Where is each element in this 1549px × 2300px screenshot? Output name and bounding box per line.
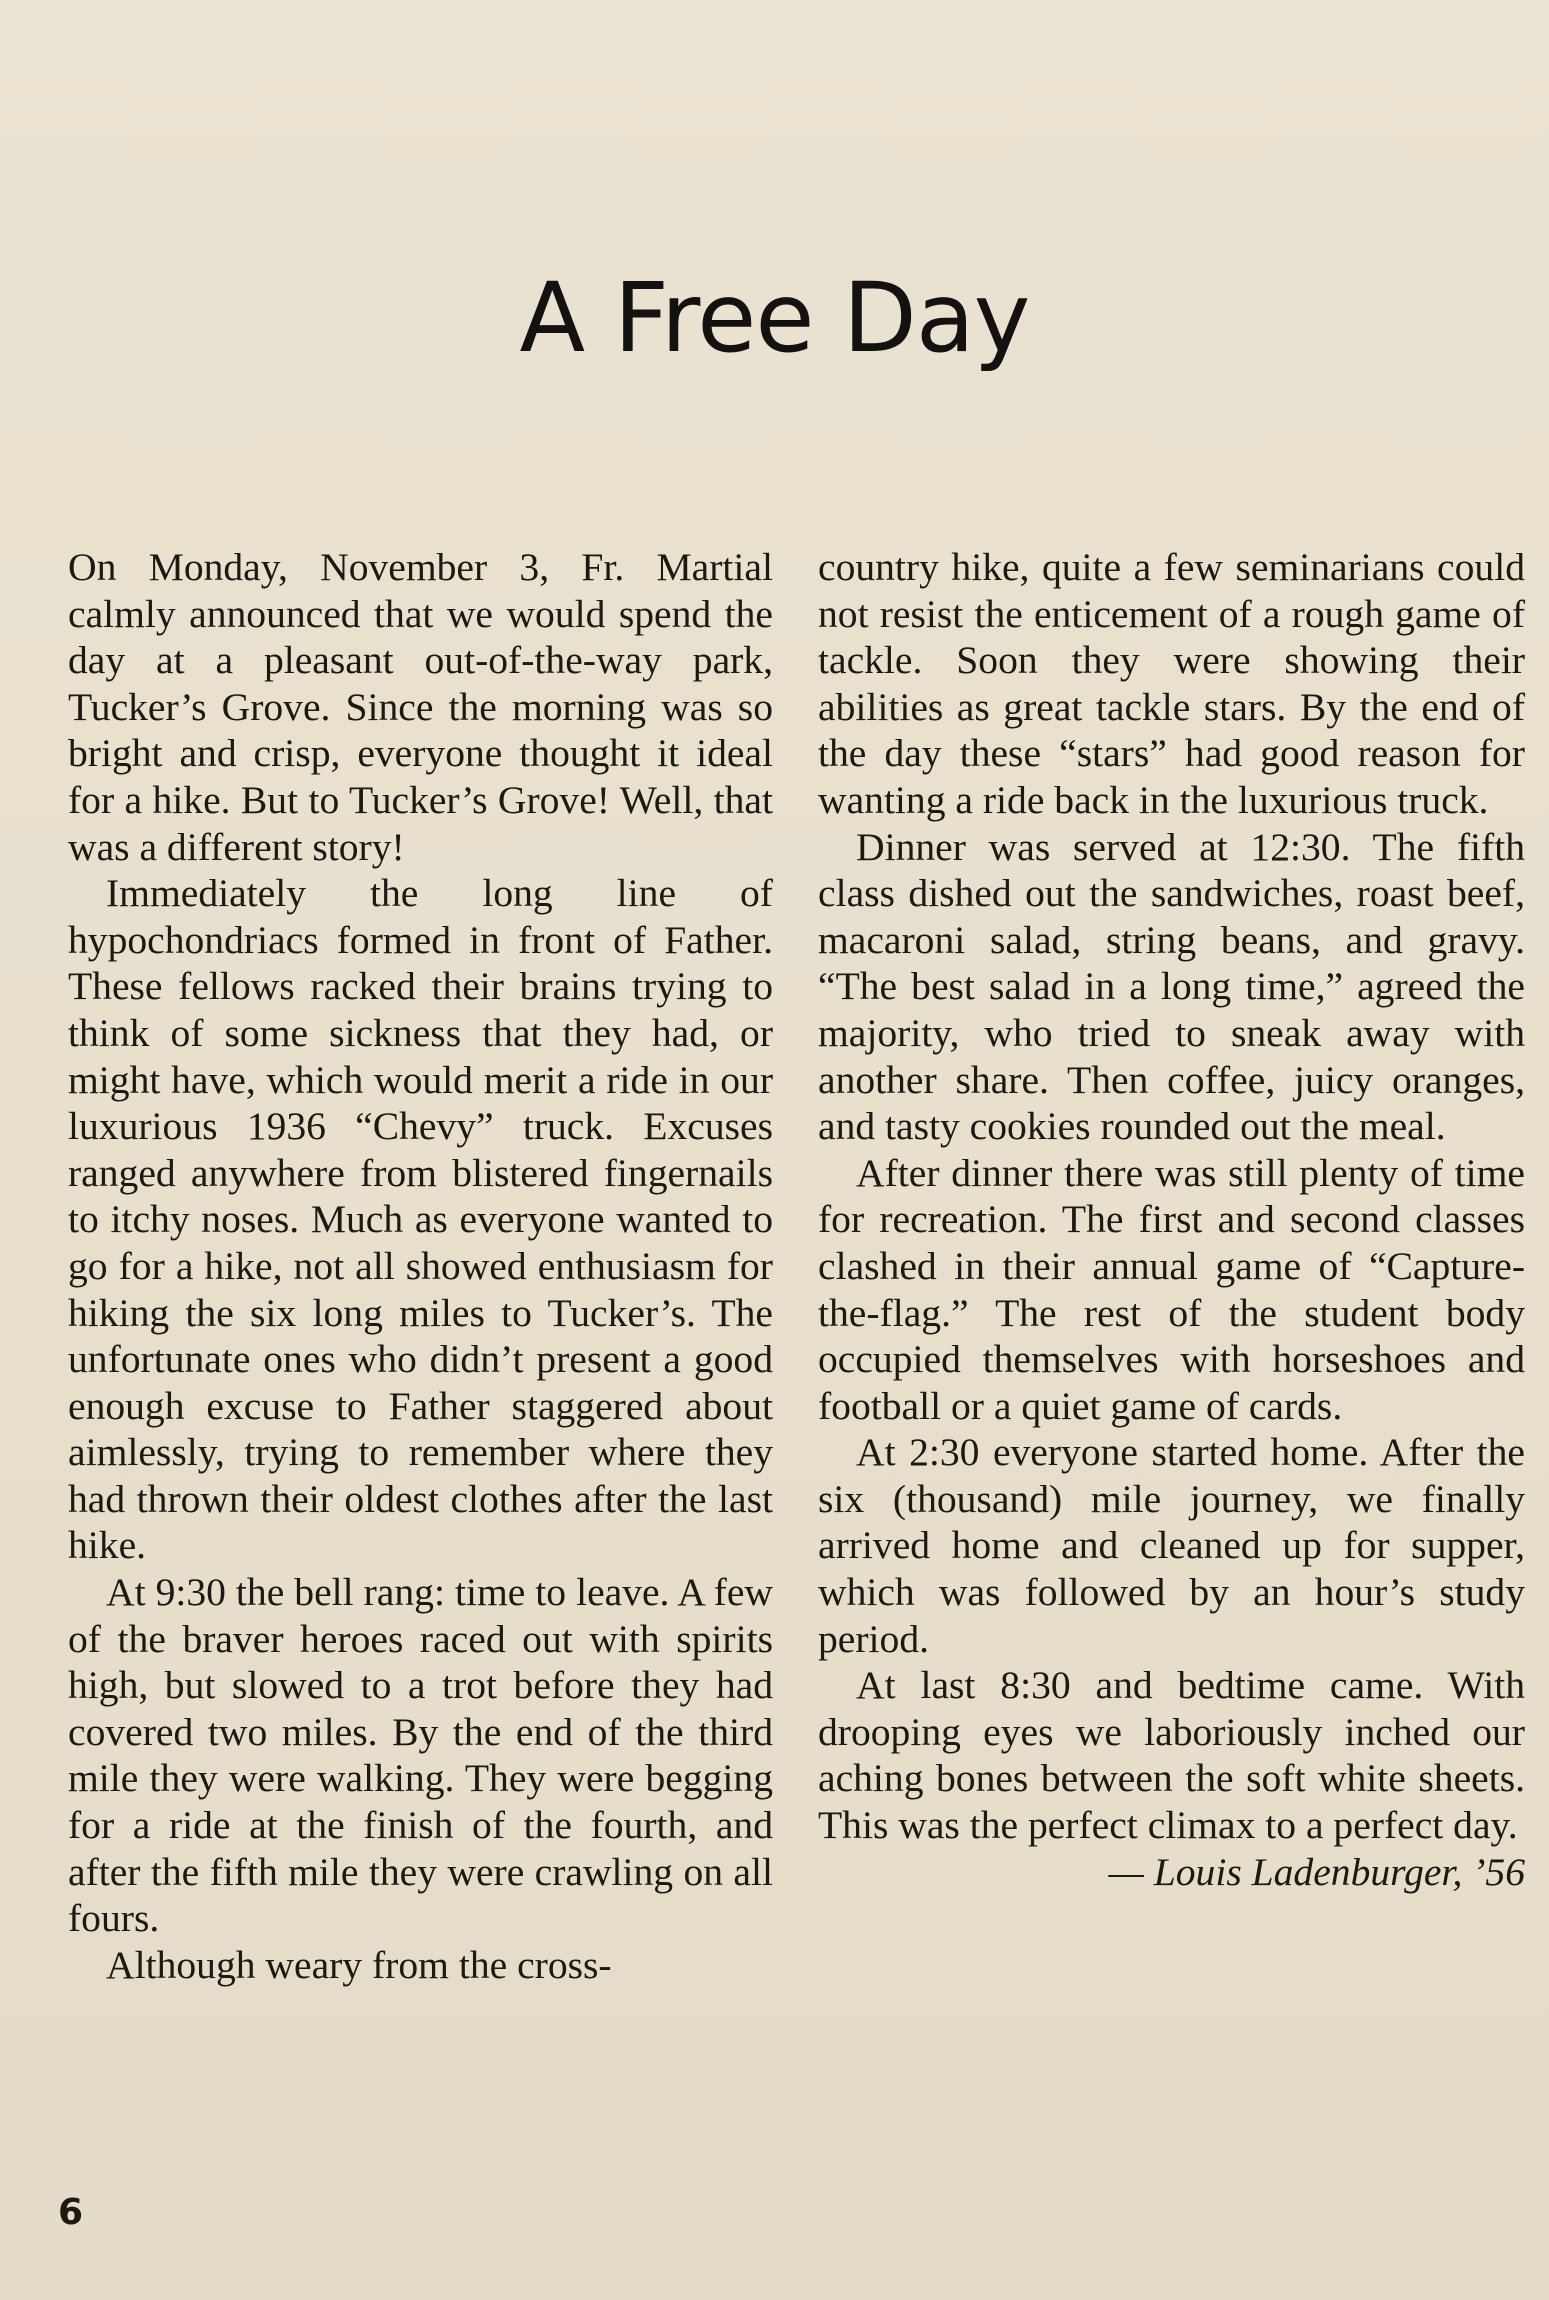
paragraph: At last 8:30 and bedtime came. With drooping eyes we laboriously inched our aching bones between the soft white sheets. This was the perfect climax to a perfect day. — [818, 1663, 1525, 1848]
paragraph: Dinner was served at 12:30. The fifth class dished out the sandwiches, roast beef, macaroni salad, string beans, and gravy. “The best salad in a long time,” agreed the majority, who tried to sneak away with another share. Then coffee, juicy oranges, and tasty cookies rounded out the meal. — [818, 824, 1525, 1149]
paragraph: Although weary from the cross- — [106, 1942, 612, 1987]
paragraph: Immediately the long line of hypochondriacs formed in front of Father. These fellows racked their brains trying to think of some sickness that they had, or might have, which would merit a ride in our luxurious 1936 “Chevy” truck. Excuses ranged anywhere from blistered fingernails to itchy noses. Much as everyone wanted to go for a hike, not all showed enthusiasm for hiking the six long miles to Tucker’s. The unfortunate ones who didn’t present a good enough excuse to Father staggered about aimlessly, trying to remember where they had thrown their oldest clothes after the last hike. — [68, 871, 773, 1568]
right-column — [818, 544, 1525, 1895]
paragraph: At 9:30 the bell rang: time to leave. A few of the braver heroes raced out with spirits high, but slowed to a trot before they had covered two miles. By the end of the third mile they were walking. They were begging for a ride at the finish of the fourth, and after the fifth mile they were crawling on all fours. — [68, 1570, 773, 1941]
paragraph: At 2:30 everyone started home. After the six (thousand) mile journey, we finally arrived home and cleaned up for supper, which was followed by an hour’s study period. — [818, 1430, 1525, 1661]
left-column — [68, 544, 773, 1988]
article-title: A Free Day — [519, 262, 1030, 374]
paragraph: country hike, quite a few seminarians could not resist the enticement of a rough game of tackle. Soon they were showing their abilities as great tackle stars. By the end of the day these “stars” had good reason for wanting a ride back in the luxurious truck. — [818, 545, 1525, 822]
paragraph: After dinner there was still plenty of time for recreation. The first and second classes clashed in their annual game of “Capture-the-flag.” The rest of the student body occupied themselves with horseshoes and football or a quiet game of cards. — [818, 1150, 1525, 1428]
page-number: 6 — [58, 2192, 84, 2233]
author-byline: — Louis Ladenburger, ’56 — [1108, 1849, 1525, 1894]
paragraph: On Monday, November 3, Fr. Martial calmly announced that we would spend the day at a pleasant out-of-the-way park, Tucker’s Grove. Since the morning was so bright and crisp, everyone thought it ideal for a hike. But to Tucker’s Grove! Well, that was a different story! — [68, 545, 773, 869]
